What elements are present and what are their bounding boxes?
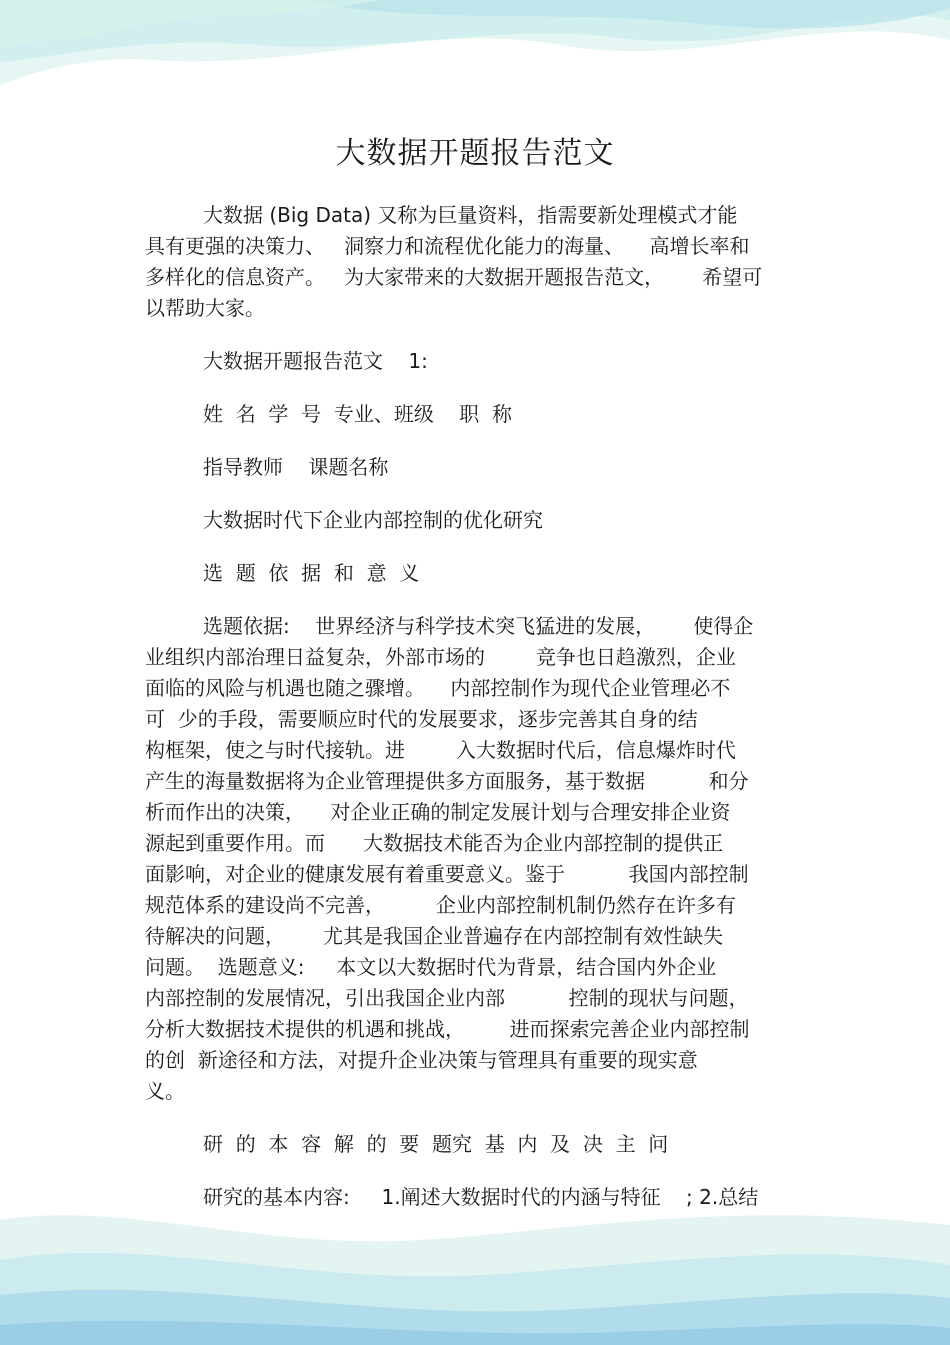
form-labels: 姓 名 学 号 专业、班级 职 称 <box>203 402 513 426</box>
basis-line: 问题。 选题意义: 本文以大数据时代为背景，结合国内外企业 <box>145 955 717 979</box>
basis-line: 分析大数据技术提供的机遇和挑战， 进而探索完善企业内部控制 <box>145 1017 750 1041</box>
intro-line: 以帮助大家。 <box>145 296 265 320</box>
basis-line: 义。 <box>145 1079 185 1103</box>
basis-line: 待解决的问题， 尤其是我国企业普遍存在内部控制有效性缺失 <box>145 924 724 948</box>
advisor-labels: 指导教师 课题名称 <box>203 455 389 479</box>
basis-line: 内部控制的发展情况，引出我国企业内部 控制的现状与问题， <box>145 986 749 1010</box>
basis-line: 规范体系的建设尚不完善， 企业内部控制机制仍然存在许多有 <box>145 893 736 917</box>
page-title: 大数据开题报告范文 <box>335 136 615 171</box>
research-content-start: 研究的基本内容: 1.阐述大数据时代的内涵与特征 ; 2.总结 <box>203 1185 759 1209</box>
basis-line: 析而作出的决策， 对企业正确的制定发展计划与合理安排企业资 <box>145 800 731 824</box>
intro-line: 大数据 (Big Data) 又称为巨量资料，指需要新处理模式才能 <box>203 203 738 227</box>
basis-line: 业组织内部治理日益复杂，外部市场的 竞争也日趋激烈，企业 <box>145 645 736 669</box>
section-heading: 大数据开题报告范文 1: <box>203 349 428 373</box>
basis-line: 产生的海量数据将为企业管理提供多方面服务，基于数据 和分 <box>145 769 749 793</box>
basis-line: 面临的风险与机遇也随之骤增。 内部控制作为现代企业管理必不 <box>145 676 731 700</box>
document-body <box>145 200 805 1213</box>
basis-line: 的创 新途径和方法，对提升企业决策与管理具有重要的现实意 <box>145 1048 698 1072</box>
top-wave-decoration <box>0 0 950 120</box>
intro-paragraph <box>145 200 805 324</box>
basis-line: 面影响，对企业的健康发展有着重要意义。鉴于 我国内部控制 <box>145 862 749 886</box>
basis-paragraph <box>145 611 805 1107</box>
basis-heading: 选 题 依 据 和 意 义 <box>203 561 420 585</box>
research-heading: 研 的 本 容 解 的 要 题究 基 内 及 决 主 问 <box>203 1132 669 1156</box>
basis-line: 可 少的手段，需要顺应时代的发展要求，逐步完善其自身的结 <box>145 707 698 731</box>
intro-line: 多样化的信息资产。 为大家带来的大数据开题报告范文， 希望可 <box>145 265 763 289</box>
basis-line: 选题依据: 世界经济与科学技术突飞猛进的发展， 使得企 <box>203 614 754 638</box>
basis-line: 源起到重要作用。而 大数据技术能否为企业内部控制的提供正 <box>145 831 724 855</box>
bottom-wave-decoration <box>0 1180 950 1345</box>
topic-title: 大数据时代下企业内部控制的优化研究 <box>203 508 543 532</box>
basis-line: 构框架，使之与时代接轨。进 入大数据时代后，信息爆炸时代 <box>145 738 736 762</box>
intro-line: 具有更强的决策力、 洞察力和流程优化能力的海量、 高增长率和 <box>145 234 750 258</box>
